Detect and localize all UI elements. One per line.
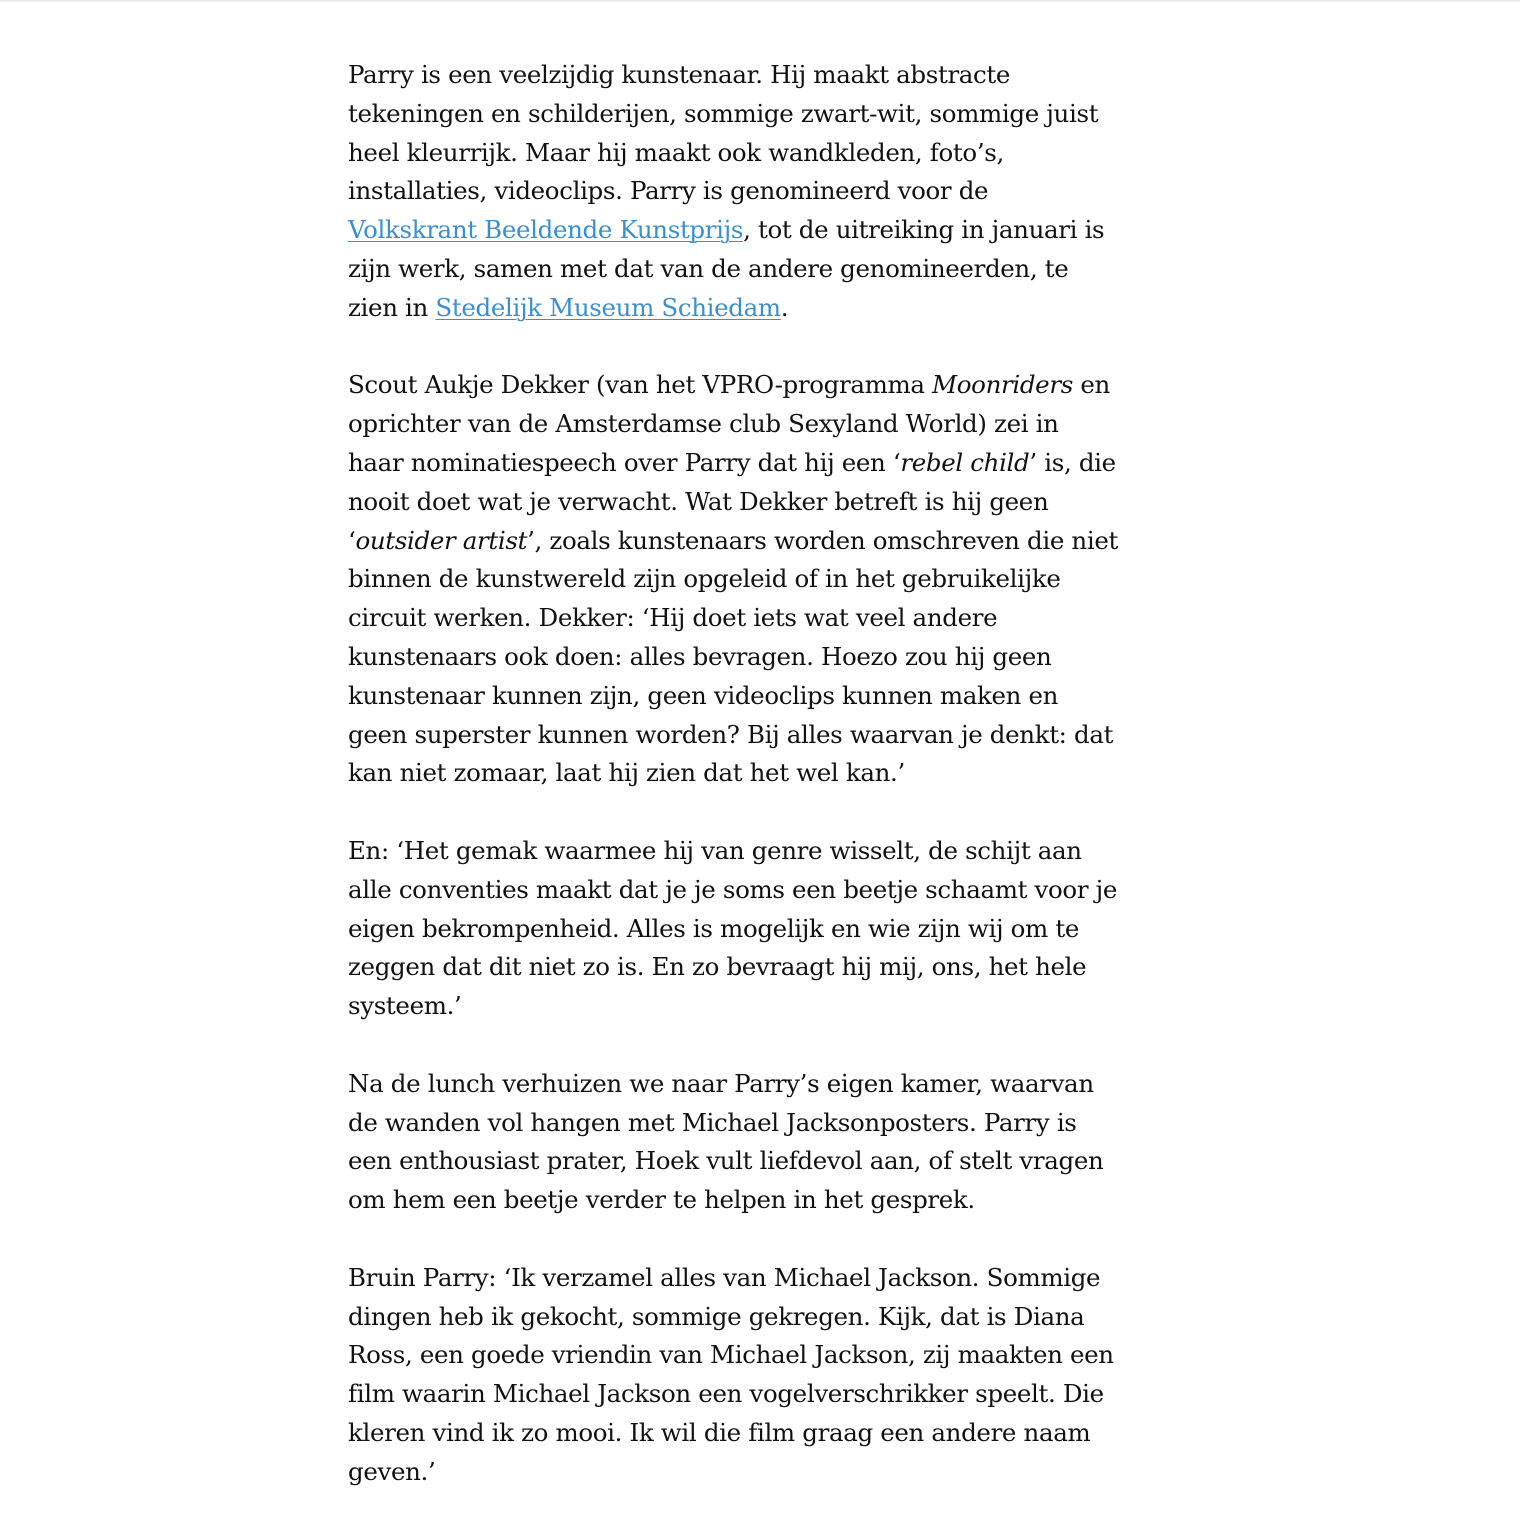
volkskrant-kunstprijs-link[interactable]: Volkskrant Beeldende Kunstprijs xyxy=(348,215,744,245)
p1-text-3: . xyxy=(780,292,789,322)
top-divider xyxy=(0,0,1520,2)
paragraph-3: En: ‘Het gemak waarmee hij van genre wisselt, de schijt aan alle conventies maakt dat je je soms een beetje schaamt voor je eigen bekrompenheid. Alles is mogelijk en wie zijn wij om te zeggen dat dit niet zo is. En zo bevraagt hij mij, ons, het hele systeem.’ xyxy=(348,835,1118,1021)
p1-text-2: , tot de uitreiking in januari is zijn werk, samen met dat van de andere genomineerden, te zien in xyxy=(348,215,1105,322)
p2-emphasis-moonriders: Moonriders xyxy=(932,370,1073,400)
p2-emphasis-rebel-child: rebel child xyxy=(900,447,1030,477)
p2-emphasis-outsider-artist: outsider artist xyxy=(355,525,528,555)
p1-text-1: Parry is een veelzijdig kunstenaar. Hij maakt abstracte tekeningen en schilderijen, sommige zwart-wit, sommige juist heel kleurrijk. Maar hij maakt ook wandkleden, foto’s, installaties, videoclips. Parry is genomineerd voor de xyxy=(348,60,1099,206)
paragraph-2 xyxy=(348,366,1120,793)
p2-text-3: ’ is, die nooit doet wat je verwacht. Wat Dekker betreft is hij geen ‘ xyxy=(348,447,1116,555)
paragraph-4: Na de lunch verhuizen we naar Parry’s eigen kamer, waarvan de wanden vol hangen met Michael Jacksonposters. Parry is een enthousiast prater, Hoek vult liefdevol aan, of stelt vragen om hem een beetje verder te helpen in het gesprek. xyxy=(348,1068,1104,1215)
stedelijk-museum-schiedam-link[interactable]: Stedelijk Museum Schiedam xyxy=(435,292,781,322)
p2-text-2: en oprichter van de Amsterdamse club Sexyland World) zei in haar nominatiespeech over Parry dat hij een ‘ xyxy=(348,370,1110,477)
paragraph-5: Bruin Parry: ‘Ik verzamel alles van Michael Jackson. Sommige dingen heb ik gekocht, sommige gekregen. Kijk, dat is Diana Ross, een goede vriendin van Michael Jackson, zij maakten een film waarin Michael Jackson een vogelverschrikker speelt. Die kleren vind ik zo mooi. Ik wil die film graag een andere naam geven.’ xyxy=(348,1262,1114,1486)
p2-text-4: ’, zoals kunstenaars worden omschreven die niet binnen de kunstwereld zijn opgeleid of in het gebruikelijke circuit werken. Dekker: ‘Hij doet iets wat veel andere kunstenaars ook doen: alles bevragen. Hoezo zou hij geen kunstenaar kunnen zijn, geen videoclips kunnen maken en geen superster kunnen worden? Bij alles waarvan je denkt: dat kan niet zomaar, laat hij zien dat het wel kan.’ xyxy=(348,525,1118,788)
p2-text-1: Scout Aukje Dekker (van het VPRO-programma xyxy=(348,370,933,400)
article-body xyxy=(348,56,1120,1530)
paragraph-1 xyxy=(348,56,1120,328)
